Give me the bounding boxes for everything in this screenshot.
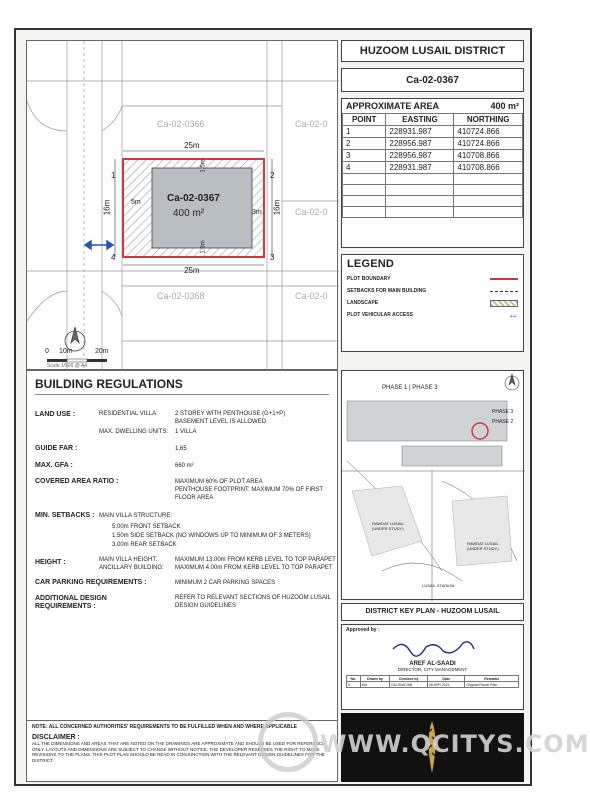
approx-area-unit: m² bbox=[508, 101, 519, 111]
height-sub2: ANCILLARY BUILDING: bbox=[99, 565, 164, 571]
parking-key: CAR PARKING REQUIREMENTS : bbox=[35, 579, 147, 586]
cell bbox=[386, 196, 454, 207]
cell bbox=[454, 174, 523, 185]
height-v2: MAXIMUM 4.00m FROM KERB LEVEL TO TOP PARAPET bbox=[175, 565, 333, 571]
land-use-key: LAND USE : bbox=[35, 411, 76, 418]
cell bbox=[343, 174, 386, 185]
setbacks-sub: MAIN VILLA STRUCTURE: bbox=[99, 513, 173, 519]
area-coordinates-box bbox=[341, 98, 524, 248]
rev-col: Drawn by bbox=[360, 676, 390, 682]
approx-area-value: 400 bbox=[490, 101, 506, 111]
phase-label: PHASE 1 | PHASE 3 bbox=[382, 385, 438, 391]
table-row bbox=[343, 162, 523, 174]
scale-10: 10m bbox=[59, 348, 73, 355]
cell bbox=[343, 185, 386, 196]
additional-key2: REQUIREMENTS : bbox=[35, 603, 96, 610]
cell: 228956.987 bbox=[386, 150, 454, 162]
cell: 4 bbox=[343, 162, 386, 174]
lusail-stadium-label: LUSAIL STADIUM bbox=[422, 583, 455, 588]
approx-area-label: APPROXIMATE AREA bbox=[346, 101, 440, 111]
plot-boundary-swatch bbox=[490, 278, 518, 280]
plot-plan-sheet bbox=[14, 28, 532, 786]
cell bbox=[386, 174, 454, 185]
covered-area-v3: FLOOR AREA bbox=[175, 495, 214, 501]
approver-role: DIRECTOR, CITY MANAGEMENT bbox=[397, 667, 468, 672]
key-plan bbox=[341, 370, 524, 600]
covered-area-v2: PENTHOUSE FOOTPRINT: MAXIMUM 70% OF FIRST bbox=[175, 487, 324, 493]
approver-name: AREF AL-SAADI bbox=[409, 661, 456, 667]
access-arrow-icon: ↔ bbox=[508, 309, 518, 321]
legend-box bbox=[341, 254, 524, 352]
coordinates-table bbox=[342, 113, 523, 218]
neighbor-plot-bottom: Ca-02-0368 bbox=[157, 291, 205, 301]
rawdat-label-2: RAWDAT LUSAIL (UNDER STUDY) bbox=[467, 541, 499, 551]
table-row bbox=[347, 682, 519, 688]
cell bbox=[454, 185, 523, 196]
phase2-label: PHASE 2 bbox=[492, 419, 514, 425]
land-use-value2: 1 VILLA bbox=[175, 429, 197, 435]
far-key: GUIDE FAR : bbox=[35, 445, 78, 452]
setback-side-bottom: 1.5m bbox=[200, 240, 207, 254]
landscape-swatch bbox=[490, 300, 518, 307]
cell: 28 APR 2021 bbox=[427, 682, 464, 688]
legend-item bbox=[347, 273, 518, 285]
key-plan-title: DISTRICT KEY PLAN - HUZOOM LUSAIL bbox=[341, 603, 524, 621]
cell: MA bbox=[360, 682, 390, 688]
additional-v2: DESIGN GUIDELINES bbox=[175, 603, 237, 609]
legend-item bbox=[347, 285, 518, 297]
district-title: HUZOOM LUSAIL DISTRICT bbox=[341, 40, 524, 62]
scale-0: 0 bbox=[45, 348, 49, 355]
cell bbox=[343, 196, 386, 207]
dim-top: 25m bbox=[184, 141, 200, 150]
table-row bbox=[343, 207, 523, 218]
cell bbox=[454, 196, 523, 207]
table-row bbox=[343, 196, 523, 207]
table-row bbox=[343, 150, 523, 162]
land-use-value1: 2 STOREY WITH PENTHOUSE (G+1+P) bbox=[175, 411, 286, 417]
cell bbox=[386, 185, 454, 196]
cell: 1 bbox=[343, 126, 386, 138]
dim-left: 16m bbox=[102, 199, 112, 216]
land-use-sub1: RESIDENTIAL VILLA: bbox=[99, 411, 158, 417]
building-regulations bbox=[26, 370, 338, 725]
land-use-sub2: MAX. DWELLING UNITS: bbox=[99, 429, 169, 435]
point-1: 1 bbox=[111, 171, 116, 180]
neighbor-plot-right-top: Ca-02-0 bbox=[295, 119, 328, 129]
parking-value: MINIMUM 2 CAR PARKING SPACES bbox=[175, 580, 276, 586]
point-3: 3 bbox=[270, 253, 275, 262]
watermark-text: WWW.QCITYS.COM bbox=[320, 730, 590, 758]
legend-item bbox=[347, 297, 518, 309]
additional-v1: REFER TO RELEVANT SECTIONS OF HUZOOM LUSAIL bbox=[175, 595, 331, 601]
legend-label: PLOT VEHICULAR ACCESS bbox=[347, 312, 413, 318]
cell: EA/JS/AF/AB bbox=[390, 682, 428, 688]
cell: 228931.987 bbox=[386, 126, 454, 138]
regs-title: BUILDING REGULATIONS bbox=[35, 377, 329, 395]
cell bbox=[454, 207, 523, 218]
height-sub1: MAIN VILLA HEIGHT: bbox=[99, 557, 158, 563]
legend-label: SETBACKS FOR MAIN BUILDING bbox=[347, 288, 427, 294]
scale-text: Scale 1/500 @ A4 bbox=[47, 363, 88, 369]
additional-key1: ADDITIONAL DESIGN bbox=[35, 595, 107, 602]
plot-label: Ca-02-0367 bbox=[167, 193, 220, 204]
phase3-label: PHASE 3 bbox=[492, 409, 514, 415]
cell: 228956.987 bbox=[386, 138, 454, 150]
plot-number: Ca-02-0367 bbox=[341, 68, 524, 92]
cell: 3 bbox=[343, 150, 386, 162]
scale-20: 20m bbox=[95, 348, 109, 355]
neighbor-plot-right-bottom: Ca-02-0 bbox=[295, 291, 328, 301]
setbacks-v3: 3.00m REAR SETBACK bbox=[112, 542, 177, 548]
rawdat-label-1: RAWDAT LUSAIL (UNDER STUDY) bbox=[372, 521, 404, 531]
covered-area-key: COVERED AREA RATIO : bbox=[35, 478, 119, 485]
cell: 228931.987 bbox=[386, 162, 454, 174]
neighbor-plot-top: Ca-02-0366 bbox=[157, 119, 205, 129]
cell: 0 bbox=[347, 682, 361, 688]
info-panel bbox=[341, 40, 524, 352]
cell: 2 bbox=[343, 138, 386, 150]
gfa-key: MAX. GFA : bbox=[35, 462, 73, 469]
cell: 410708.866 bbox=[454, 162, 523, 174]
setback-swatch bbox=[490, 291, 518, 292]
cell: 410708.866 bbox=[454, 150, 523, 162]
height-v1: MAXIMUM 13.00m FROM KERB LEVEL TO TOP PARAPET bbox=[175, 557, 336, 563]
gfa-value: 660 m² bbox=[175, 463, 194, 469]
cell bbox=[343, 207, 386, 218]
point-2: 2 bbox=[270, 171, 275, 180]
legend-title: LEGEND bbox=[347, 258, 395, 270]
table-row bbox=[343, 126, 523, 138]
signature bbox=[388, 635, 478, 661]
setbacks-key: MIN. SETBACKS : bbox=[35, 512, 95, 519]
cell: 410724.866 bbox=[454, 126, 523, 138]
site-map bbox=[26, 40, 338, 370]
approved-by-label: Approved by : bbox=[346, 627, 380, 633]
watermark-logo-icon bbox=[258, 712, 318, 772]
height-key: HEIGHT : bbox=[35, 559, 66, 566]
cell bbox=[386, 207, 454, 218]
col-point: POINT bbox=[343, 114, 386, 126]
disclaimer-title: DISCLAIMER : bbox=[32, 734, 80, 741]
rev-col: No. bbox=[347, 676, 361, 682]
setback-rear: 3m bbox=[252, 209, 262, 216]
site-map-drawing bbox=[27, 41, 339, 371]
approval-box bbox=[341, 624, 524, 710]
far-value: 1.65 bbox=[175, 446, 187, 452]
setbacks-v2: 1.50m SIDE SETBACK (NO WINDOWS UP TO MINIMUM OF 3 METERS) bbox=[112, 533, 311, 539]
setbacks-v1: 5.00m FRONT SETBACK bbox=[112, 524, 181, 530]
disclaimer-text: ALL THE DIMENSIONS AND AREAS THAT ARE NOTED ON THE DRAWINGS ARE APPROXIMATE AND SHOULD BE USED FOR REFERENCE ONLY. LAYOUTS AND DIMENSIONS ARE SUBJECT TO CHANGE WITHOUT NOTICE. THE DEVELOPER RESERVES THE RIGHT TO MAKE REVISIONS TO THE PLANS. THIS PLOT PLAN SHOULD BE READ IN CONJUNCTION WITH THE RELEVANT DESIGN GUIDELINES FOR THE DISTRICT. bbox=[32, 741, 325, 763]
rev-col: Date bbox=[427, 676, 464, 682]
legend-label: PLOT BOUNDARY bbox=[347, 276, 391, 282]
table-row bbox=[343, 185, 523, 196]
key-plan-map bbox=[342, 371, 525, 601]
land-use-value1b: BASEMENT LEVEL IS ALLOWED bbox=[175, 419, 267, 425]
rev-col: Remarks bbox=[465, 676, 519, 682]
plot-area-label: 400 m² bbox=[173, 208, 205, 219]
setback-side-top: 1.5m bbox=[200, 159, 207, 173]
col-northing: NORTHING bbox=[454, 114, 523, 126]
revision-table bbox=[346, 675, 519, 688]
dim-bottom: 25m bbox=[184, 266, 200, 275]
table-row bbox=[343, 138, 523, 150]
point-4: 4 bbox=[111, 253, 116, 262]
neighbor-plot-right-mid: Ca-02-0 bbox=[295, 207, 328, 217]
setback-front: 5m bbox=[131, 199, 141, 206]
cell: Original Parcel Plan bbox=[465, 682, 519, 688]
dim-right: 16m bbox=[272, 199, 282, 216]
covered-area-v1: MAXIMUM 60% OF PLOT AREA bbox=[175, 479, 263, 485]
approx-area bbox=[342, 99, 523, 113]
col-easting: EASTING bbox=[386, 114, 454, 126]
legend-item bbox=[347, 309, 518, 321]
note-text: NOTE: ALL CONCERNED AUTHORITIES' REQUIREMENTS TO BE FULFILLED WHEN AND WHERE APPLICABLE bbox=[32, 724, 297, 730]
rev-col: Checked by bbox=[390, 676, 428, 682]
table-row bbox=[343, 174, 523, 185]
legend-label: LANDSCAPE bbox=[347, 300, 379, 306]
cell: 410724.866 bbox=[454, 138, 523, 150]
